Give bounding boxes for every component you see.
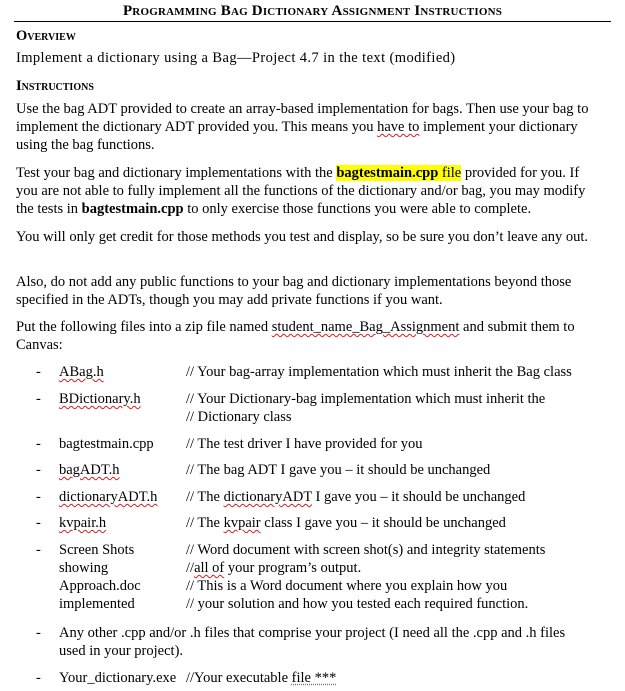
- file-name: Your_dictionary.exe: [59, 670, 177, 686]
- file-name: bagtestmain.cpp: [59, 436, 154, 452]
- paragraph-zip: Put the following files into a zip file named student_name_Bag_Assignment and submit them to Canvas:: [16, 319, 575, 353]
- overview-heading: Overview: [16, 28, 76, 44]
- document-page: Programming Bag Dictionary Assignment Instructions Overview Implement a dictionary using a Bag—Project 4.7 in the text (modified) Instructions Use the bag ADT provided to create an array-based implementation for bags. Then use your bag to implement the dictionary ADT provided you. This means you have to implement your dictionary using the bag functions. Test your bag and dictionary implementations with the bagtestmain.cpp file provided for you. If you are not able to fully implement all the functions of the dictionary and/or bag, you may modify the tests in bagtestmain.cpp to only exercise those functions you were able to complete. You will only get credit for those methods you test and display, so be sure you don’t leave any out. Also, do not add any public functions to your bag and dictionary implementations beyond those specified in the ADTs, though you may add private functions if you want. Put the following files into a zip file named student_name_Bag_Assignment and submit them to Canvas: - ABag.h // Your bag-array implementation which must inherit the Bag class - BDictionary.h // Your Dictionary-bag implementation which must inherit the // Dictionary class - bagtestmain.cpp // The test driver I have provided for you - bagADT.h // The bag ADT I gave you – it should be unchanged - dictionaryADT.h // The dictionaryADT I gave you – it should be unchanged - kvpair.h // The kvpair class I gave you – it should be unchanged - Screen Shots showing Approach.doc implemented // Word document with screen shot(s) and integrity statements //all of your program’s output. // This is a Word document where you explain how you // your solution and how you tested each required function. - Any other .cpp and/or .h files that comprise your project (I need all the .cpp and .h files used in your project). - Your_dictionary.exe //Your executable file ***: [0, 0, 625, 691]
- file-name: ABag.h: [59, 364, 104, 380]
- highlighted-filename: bagtestmain.cpp: [336, 165, 439, 181]
- file-name: Screen Shots showing Approach.doc implemented: [59, 542, 141, 612]
- title-divider: [14, 21, 611, 22]
- paragraph-bag-adt: Use the bag ADT provided to create an array-based implementation for bags. Then use your bag to implement the dictionary ADT provided you. This means you have to implement your dictionary using the bag functions.: [16, 101, 589, 153]
- file-name: bagADT.h: [59, 462, 120, 478]
- paragraph-no-public: Also, do not add any public functions to your bag and dictionary implementations beyond those specified in the ADTs, though you may add private functions if you want.: [16, 274, 572, 308]
- file-name: dictionaryADT.h: [59, 489, 158, 505]
- document-title: Programming Bag Dictionary Assignment Instructions: [122, 3, 503, 19]
- instructions-heading: Instructions: [16, 78, 94, 94]
- file-name: BDictionary.h: [59, 391, 141, 407]
- file-name: kvpair.h: [59, 515, 107, 531]
- overview-text: Implement a dictionary using a Bag—Project 4.7 in the text (modified): [16, 50, 456, 66]
- paragraph-credit: You will only get credit for those methods you test and display, so be sure you don’t leave any out.: [16, 229, 588, 245]
- paragraph-test: Test your bag and dictionary implementations with the bagtestmain.cpp file provided for you. If you are not able to fully implement all the functions of the dictionary and/or bag, you may modify the tests in bagtestmain.cpp to only exercise those functions you were able to complete.: [16, 165, 586, 217]
